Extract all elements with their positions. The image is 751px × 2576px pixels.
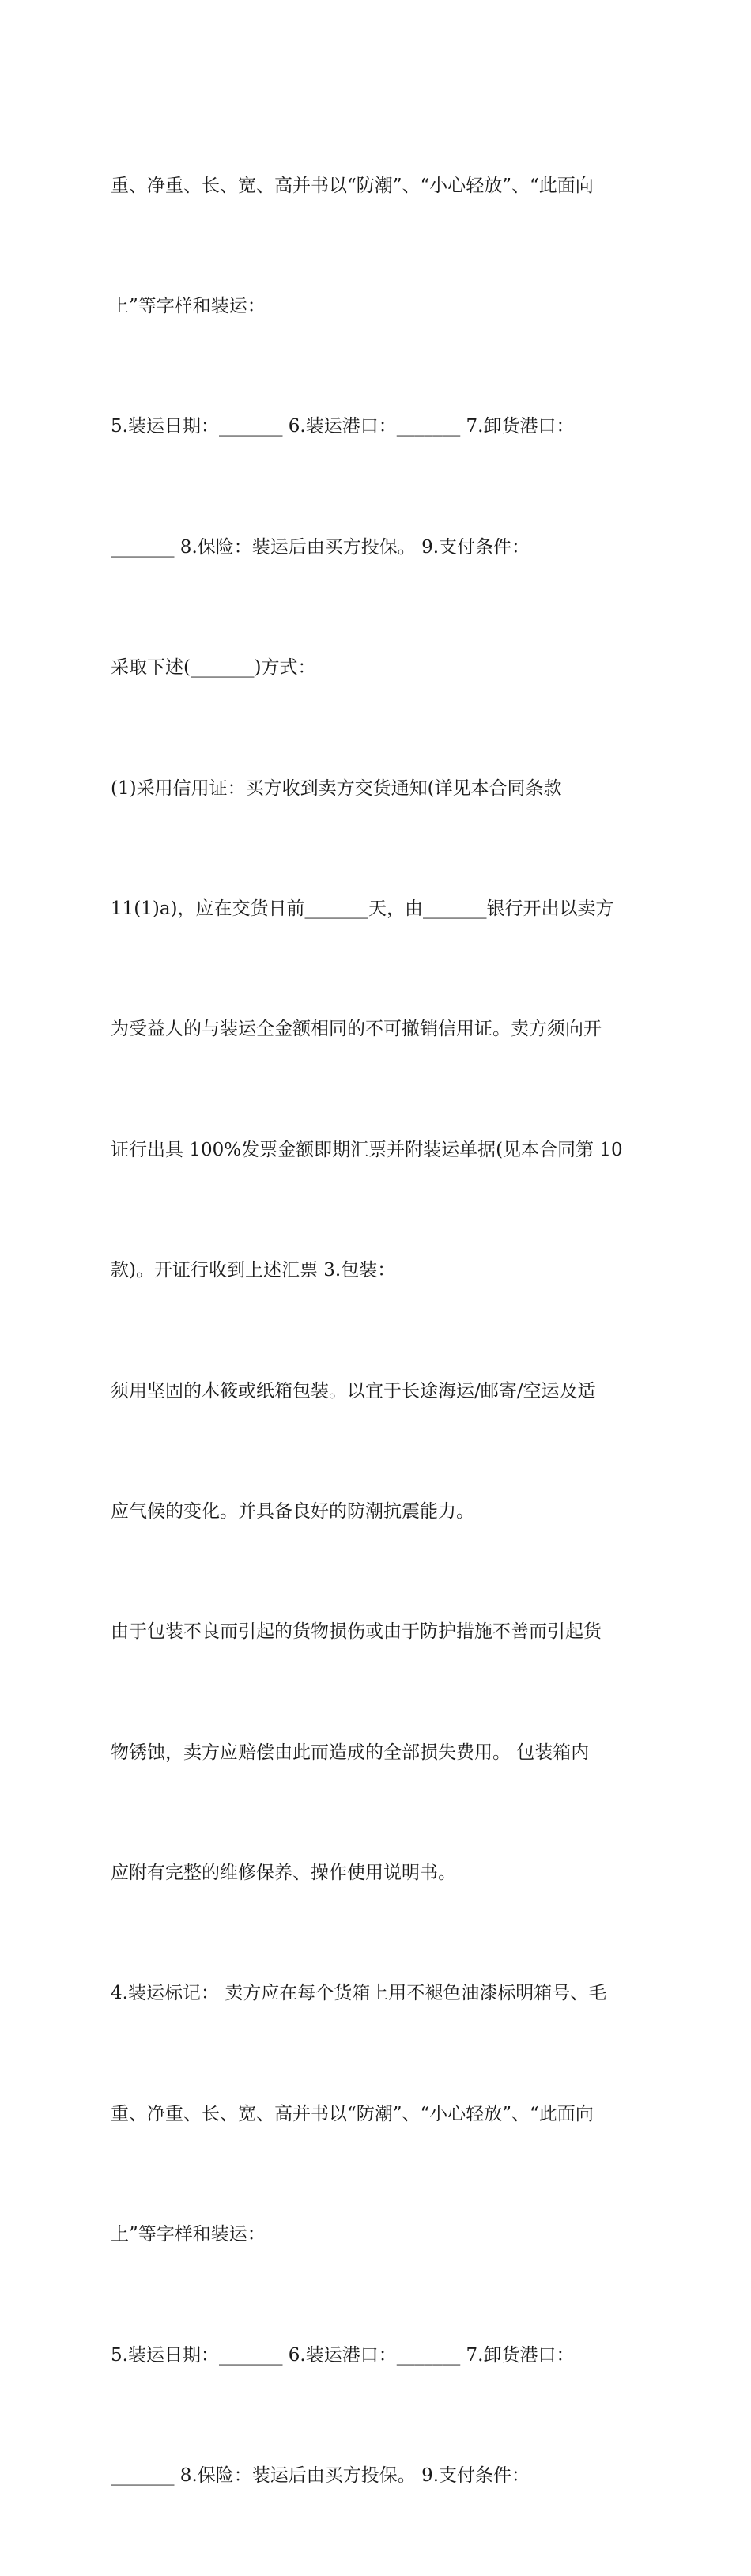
text-line: 由于包装不良而引起的货物损伤或由于防护措施不善而引起货 <box>111 1621 602 1643</box>
text-line: 款)。开证行收到上述汇票 3.包装： <box>111 1260 396 1281</box>
text-line: (1)采用信用证：买方收到卖方交货通知(详见本合同条款 <box>111 777 562 799</box>
document-body <box>111 85 656 2576</box>
text-line: 应附有完整的维修保养、操作使用说明书。 <box>111 1863 456 1884</box>
text-line: 须用坚固的木筱或纸箱包装。以宜于长途海运/邮寄/空运及适 <box>111 1380 596 1401</box>
text-line: 采取下述(_______)方式： <box>111 657 316 679</box>
text-line: 4.装运标记： 卖方应在每个货箱上用不褪色油漆标明箱号、毛 <box>111 1983 607 2004</box>
text-line: 物锈蚀，卖方应赔偿由此而造成的全部损失费用。 包装箱内 <box>111 1742 590 1763</box>
text-line: 为受益人的与装运全金额相同的不可撤销信用证。卖方须向开 <box>111 1019 602 1040</box>
text-line: 上”等字样和装运： <box>111 295 266 316</box>
text-line: 重、净重、长、宽、高并书以“防潮”、“小心轻放”、“此面向 <box>111 2103 594 2124</box>
text-line: 证行出具 100%发票金额即期汇票并附装运单据(见本合同第 10 <box>111 1139 623 1160</box>
text-line: _______ 8.保险：装运后由买方投保。 9.支付条件： <box>111 536 530 558</box>
text-line: 应气候的变化。并具备良好的防潮抗震能力。 <box>111 1500 474 1522</box>
text-line: 重、净重、长、宽、高并书以“防潮”、“小心轻放”、“此面向 <box>111 175 594 196</box>
text-line: _______ 8.保险：装运后由买方投保。 9.支付条件： <box>111 2465 530 2487</box>
text-line: 5.装运日期：_______ 6.装运港口：_______ 7.卸货港口： <box>111 2344 575 2366</box>
text-line: 11(1)a)，应在交货日前_______天，由_______银行开出以卖方 <box>111 898 614 919</box>
text-line: 5.装运日期：_______ 6.装运港口：_______ 7.卸货港口： <box>111 416 575 437</box>
text-line: 上”等字样和装运： <box>111 2224 266 2245</box>
